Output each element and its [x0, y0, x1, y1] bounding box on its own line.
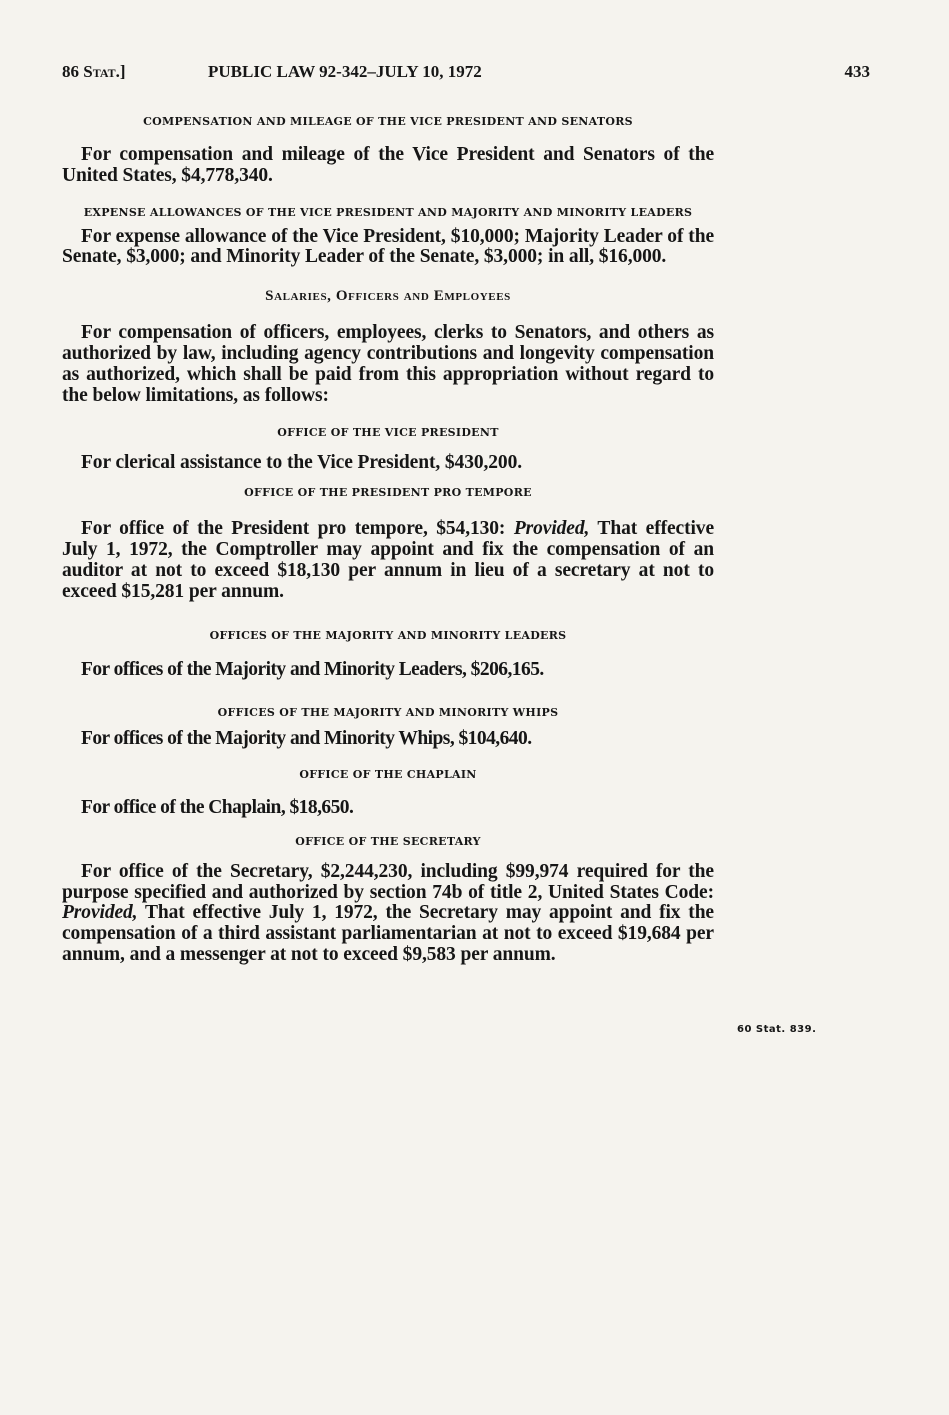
section-compensation	[62, 113, 714, 187]
section-heading: OFFICE OF THE CHAPLAIN	[299, 767, 477, 781]
provided-italic: Provided,	[62, 902, 138, 924]
section-chaplain	[62, 766, 714, 819]
section-text: For clerical assistance to the Vice President, $430,200.	[81, 452, 523, 474]
section-text	[62, 519, 714, 602]
text-before: For office of the President pro tempore, $54,130:	[81, 518, 514, 540]
margin-note: 60 Stat. 839.	[737, 1024, 817, 1035]
section-text: For offices of the Majority and Minority Leaders, $206,165.	[81, 659, 544, 681]
section-heading: OFFICE OF THE PRESIDENT PRO TEMPORE	[244, 486, 532, 500]
section-heading: COMPENSATION AND MILEAGE OF THE VICE PRESIDENT AND SENATORS	[143, 115, 633, 128]
section-heading: OFFICE OF THE VICE PRESIDENT	[277, 426, 499, 440]
stat-reference: 86 Stat.]	[62, 62, 126, 81]
section-salaries	[62, 288, 714, 406]
section-heading: EXPENSE ALLOWANCES OF THE VICE PRESIDENT AND MAJORITY AND MINORITY LEADERS	[83, 205, 693, 219]
section-majority-minority-whips	[62, 704, 714, 750]
section-president-pro-tempore	[62, 484, 714, 602]
section-text: For office of the Chaplain, $18,650.	[81, 796, 354, 818]
section-heading: OFFICES OF THE MAJORITY AND MINORITY WHIPS	[217, 706, 559, 720]
section-text: For offices of the Majority and Minority Whips, $104,640.	[81, 728, 532, 750]
section-text: For compensation of officers, employees, clerks to Senators, and others as authorized by law, including agency contributions and longevity compensation as authorized, which shall be paid from this appropriation without regard to the below limitations, as follows:	[62, 322, 714, 406]
section-heading: OFFICE OF THE SECRETARY	[295, 834, 481, 848]
section-text	[62, 862, 714, 966]
text-after: That effective July 1, 1972, the Secretary may appoint and fix the compensation of a third assistant parliamentarian at not to exceed $19,684 per annum, and a messenger at not to exceed $9,583 per annum.	[62, 902, 714, 965]
page-header	[62, 62, 870, 88]
text-before: For office of the Secretary, $2,244,230, including $99,974 required for the purpose specified and authorized by section 74b of title 2, United States Code:	[62, 860, 714, 903]
section-heading: OFFICES OF THE MAJORITY AND MINORITY LEADERS	[209, 629, 567, 643]
stat-number: 86	[62, 62, 79, 81]
page-number: 433	[844, 62, 870, 81]
section-vice-president	[62, 424, 714, 474]
stat-label: Stat.	[83, 62, 120, 81]
section-secretary	[62, 833, 714, 966]
text-after: That effective July 1, 1972, the Comptroller may appoint and fix the compensation of an auditor at not to exceed $18,130 per annum in lieu of a secretary at not to exceed $15,281 per annum.	[62, 518, 715, 602]
law-title: PUBLIC LAW 92-342–JULY 10, 1972	[208, 62, 482, 81]
section-expense-allowances	[62, 204, 714, 269]
section-text: For compensation and mileage of the Vice President and Senators of the United States, $4,778,340.	[62, 144, 714, 186]
provided-italic: Provided,	[513, 518, 590, 540]
section-text: For expense allowance of the Vice President, $10,000; Majority Leader of the Senate, $3,000; and Minority Leader of the Senate, $3,000; in all, $16,000.	[62, 225, 714, 268]
section-heading: Salaries, Officers and Employees	[265, 288, 511, 305]
section-majority-minority-leaders	[62, 627, 714, 681]
document-body	[62, 113, 714, 966]
